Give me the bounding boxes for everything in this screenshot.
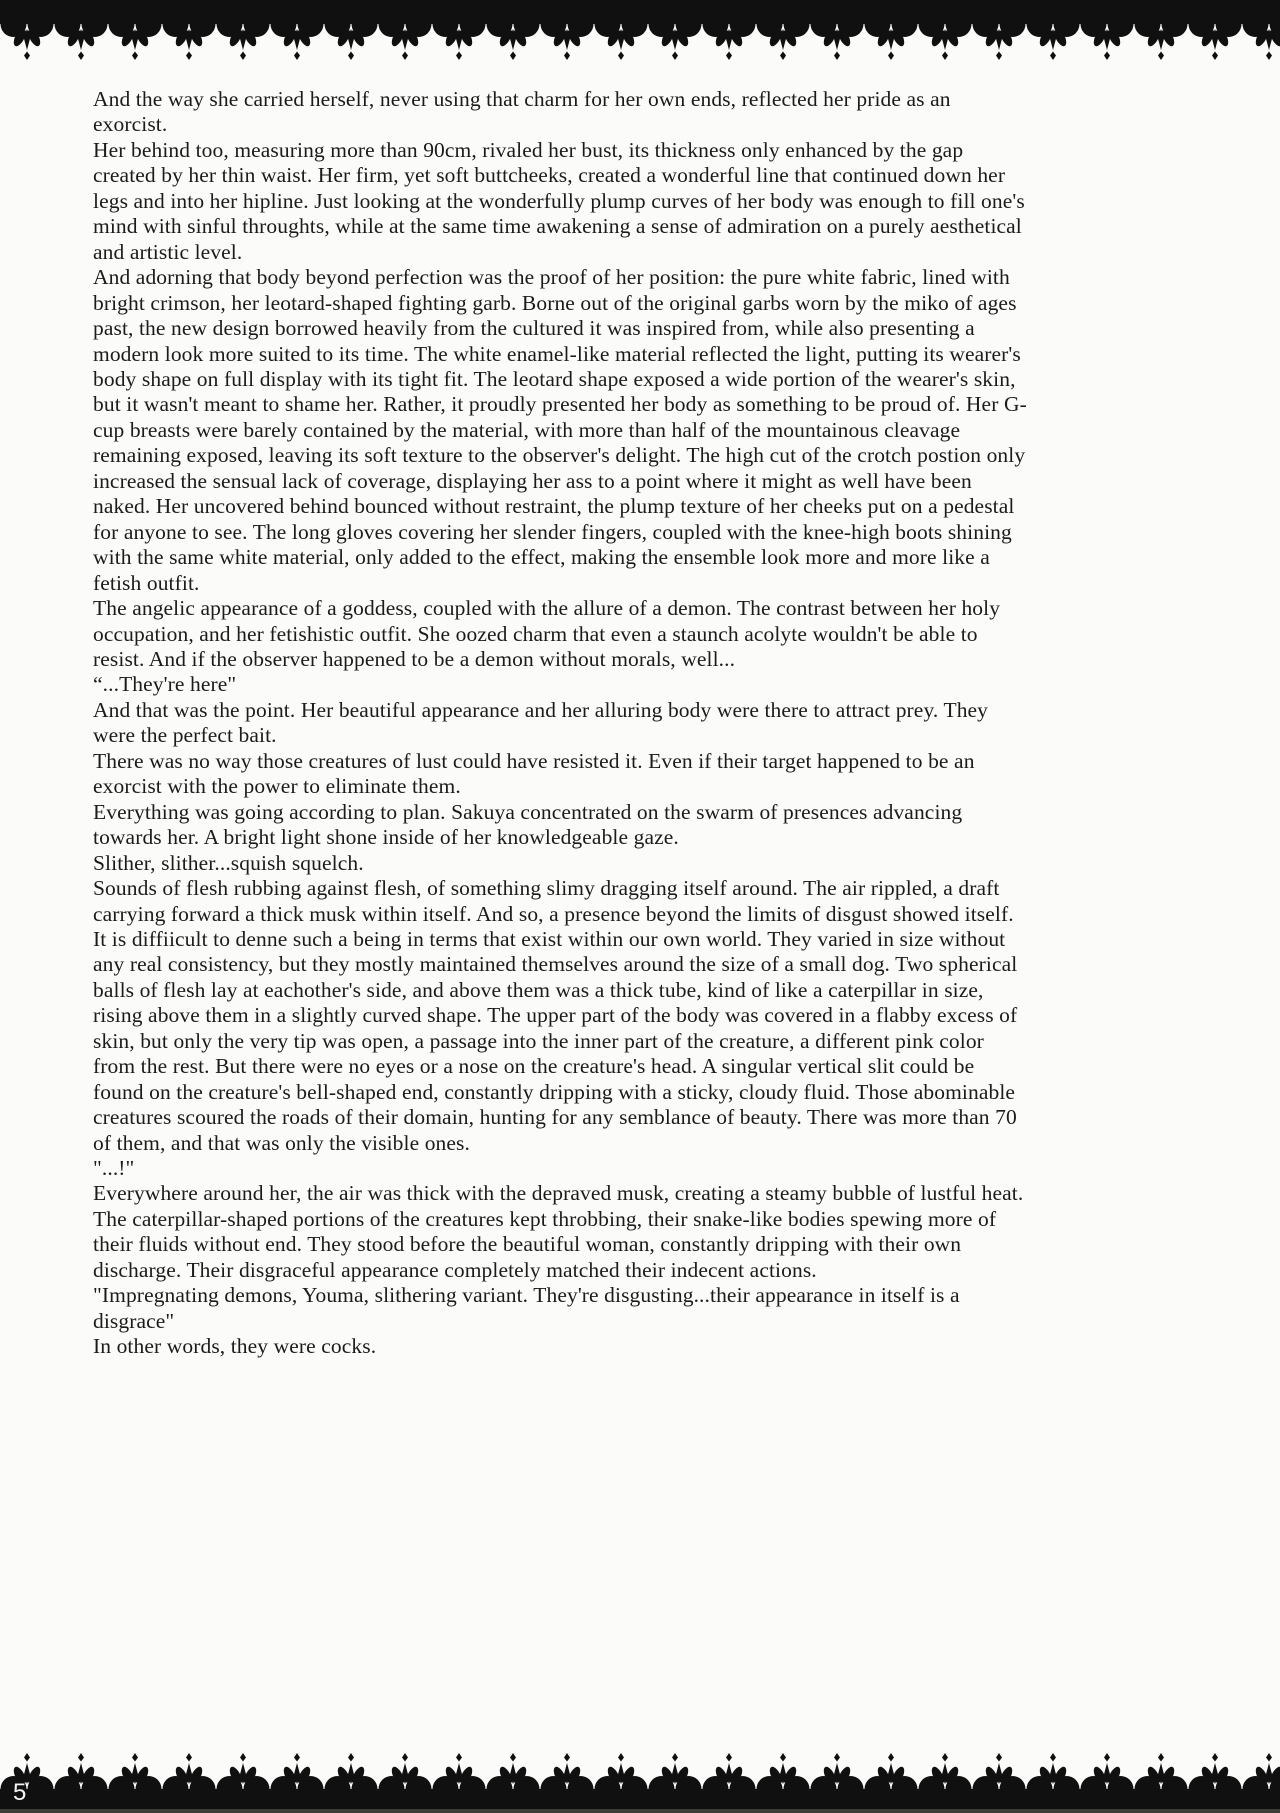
story-text: [93, 87, 1027, 1360]
page-bottom-edge: [0, 1809, 1280, 1813]
story-paragraph: There was no way those creatures of lust could have resisted it. Even if their target happened to be an exorcist with the power to eliminate them.: [93, 748, 975, 799]
story-paragraph: Everywhere around her, the air was thick with the depraved musk, creating a steamy bubble of lustful heat. The caterpillar-shaped portions of the creatures kept throbbing, their snake-like bodies spewing more of their fluids without end. They stood before the beautiful woman, constantly dripping with their own discharge. Their disgraceful appearance completely matched their indecent actions.: [93, 1181, 1024, 1282]
story-paragraph: The angelic appearance of a goddess, coupled with the allure of a demon. The contrast between her holy occupation, and her fetishistic outfit. She oozed charm that even a staunch acolyte wouldn't be able to resist. And if the observer happened to be a demon without morals, well...: [93, 596, 1001, 671]
story-paragraph: "Impregnating demons, Youma, slithering variant. They're disgusting...their appearance in itself is a disgrace": [93, 1283, 960, 1333]
story-paragraph: “...They're here": [93, 672, 237, 697]
story-paragraph: Everything was going according to plan. Sakuya concentrated on the swarm of presences advancing towards her. A bright light shone inside of her knowledgeable gaze.: [93, 799, 963, 850]
fleur-de-lis-border-icon: [0, 1751, 1280, 1813]
story-paragraph: And that was the point. Her beautiful appearance and her alluring body were there to attract prey. They were the perfect bait.: [93, 697, 989, 748]
story-paragraph: And adorning that body beyond perfection was the proof of her position: the pure white fabric, lined with bright crimson, her leotard-shaped fighting garb. Borne out of the original garbs worn by the miko of ages past, the new design borrowed heavily from the cultured it was inspired from, while also presenting a modern look more suited to its time. The white enamel-like material reflected the light, putting its wearer's body shape on full display with its tight fit. The leotard shape exposed a wide portion of the wearer's skin, but it wasn't meant to shame her. Rather, it proudly presented her body as something to be proud of. Her G-cup breasts were barely contained by the material, with more than half of the mountainous cleavage remaining exposed, leaving its soft texture to the observer's delight. The high cut of the crotch postion only increased the sensual lack of coverage, displaying her ass to a point where it might as well have been naked. Her uncovered behind bounced without restraint, the plump texture of her cheeks put on a pedestal for anyone to see. The long gloves covering her slender fingers, coupled with the knee-high boots shining with the same white material, only added to the effect, making the ensemble look more and more like a fetish outfit.: [93, 265, 1027, 595]
story-paragraph: And the way she carried herself, never using that charm for her own ends, reflected her pride as an exorcist.: [93, 87, 951, 137]
story-paragraph: Slither, slither...squish squelch.: [93, 850, 364, 875]
top-ornamental-border: [0, 0, 1280, 62]
page-number: 5: [13, 1779, 27, 1806]
bottom-ornamental-border: [0, 1751, 1280, 1813]
fleur-de-lis-border-icon: [0, 0, 1280, 62]
story-paragraph: "...!": [93, 1156, 135, 1181]
story-paragraph: Her behind too, measuring more than 90cm, rivaled her bust, its thickness only enhanced by the gap created by her thin waist. Her firm, yet soft buttcheeks, created a wonderful line that continued down her legs and into her hipline. Just looking at the wonderfully plump curves of her body was enough to fill one's mind with sinful throughts, while at the same time awakening a sense of admiration on a purely aesthetical and artistic level.: [93, 137, 1025, 264]
story-paragraph: In other words, they were cocks.: [93, 1334, 377, 1359]
story-paragraph: Sounds of flesh rubbing against flesh, of something slimy dragging itself around. The air rippled, a draft carrying forward a thick musk within itself. And so, a presence beyond the limits of disgust showed itself. It is diffiicult to denne such a being in terms that exist within our own world. They varied in size without any real consistency, but they mostly maintained themselves around the size of a small dog. Two spherical balls of flesh lay at eachother's side, and above them was a thick tube, kind of like a caterpillar in size, rising above them in a slightly curved shape. The upper part of the body was covered in a flabby excess of skin, but only the very tip was open, a passage into the inner part of the creature, a different pink color from the rest. But there were no eyes or a nose on the creature's head. A singular vertical slit could be found on the creature's bell-shaped end, constantly dripping with a sticky, cloudy fluid. Those abominable creatures scoured the roads of their domain, hunting for any semblance of beauty. There was more than 70 of them, and that was only the visible ones.: [93, 876, 1018, 1155]
